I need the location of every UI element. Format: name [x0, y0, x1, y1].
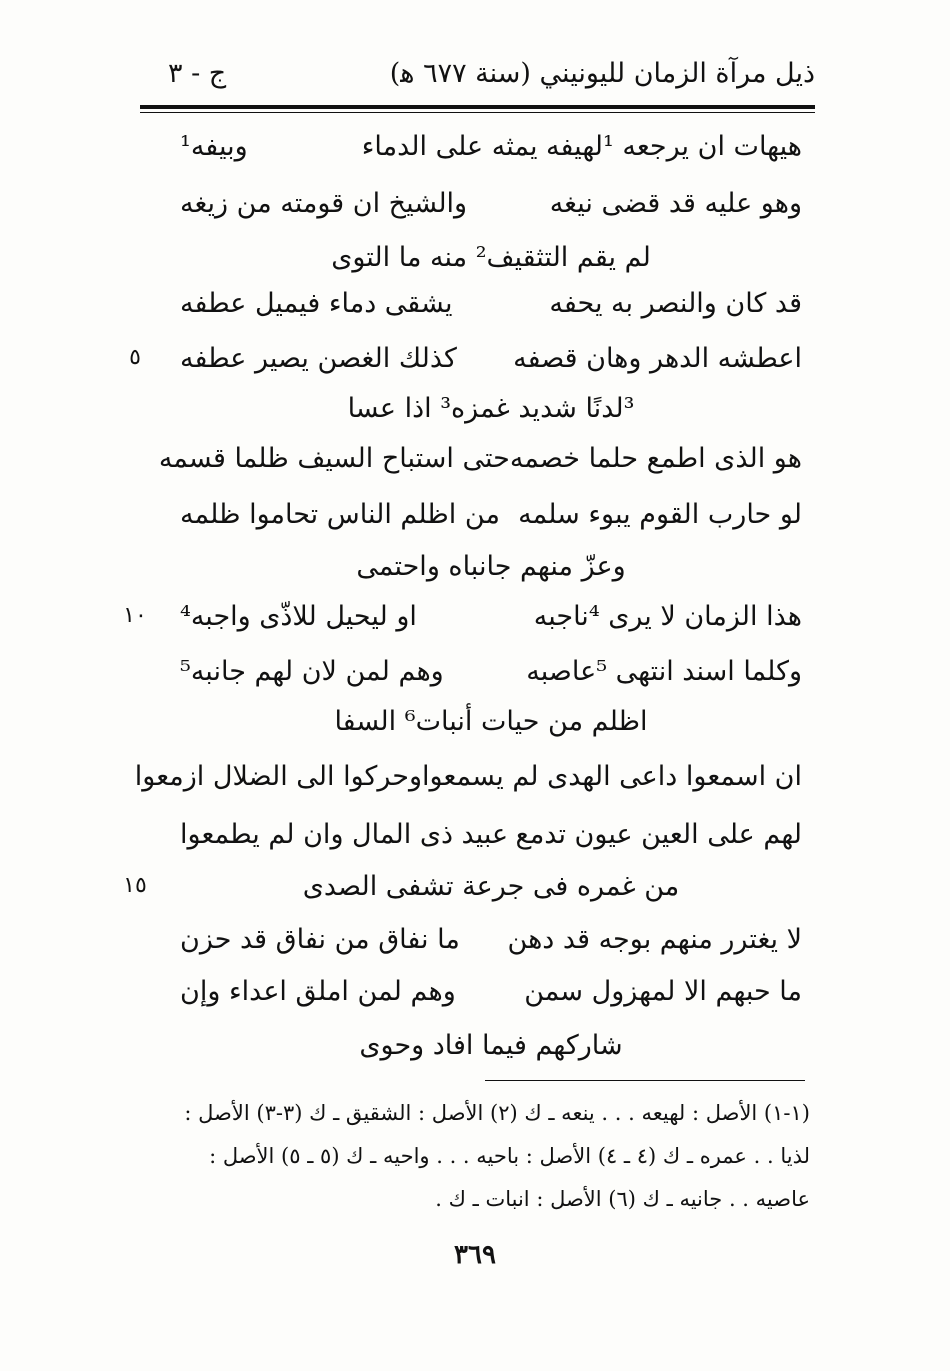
line-number: ٥ — [129, 345, 141, 370]
hemistich-right: هو الذى اطمع حلما خصمه — [509, 443, 802, 474]
hemistich-left: وهم لمن لان لهم جانبه⁵ — [180, 656, 444, 687]
verse-line — [180, 595, 802, 639]
verse-line-centered: وعزّ منهم جانباه واحتمى — [356, 551, 626, 582]
hemistich-right: لا يغترر منهم بوجه قد دهن — [507, 924, 802, 955]
header-rule-thick — [140, 105, 815, 109]
footnote-line: عاصيه . . جانيه ـ ك (٦) الأصل : انبات ـ ك . — [435, 1187, 810, 1211]
hemistich-left: او ليحيل للاذّى واجبه⁴ — [180, 601, 417, 632]
hemistich-left: والشيخ ان قومته من زيغه — [180, 188, 468, 219]
header-rule-thin — [140, 112, 815, 113]
hemistich-right: هيهات ان يرجعه ¹لهيفه يمثه على الدماء — [361, 131, 802, 162]
hemistich-left: وحركوا الى الضلال ازمعوا — [134, 761, 423, 792]
hemistich-right: وكلما اسند انتهى ⁵عاصبه — [526, 656, 802, 687]
hemistich-left: ما نفاق من نفاق قد حزن — [180, 924, 460, 955]
hemistich-right: لهم على العين عيون تدمع — [515, 819, 802, 850]
hemistich-left: حتى استباح السيف ظلما قسمه — [158, 443, 510, 474]
line-number: ١٥ — [123, 873, 147, 898]
verse-line — [180, 337, 802, 381]
verse-line-centered: لم يقم التثقيف² منه ما التوى — [331, 242, 651, 273]
hemistich-right: هذا الزمان لا يرى ⁴ناجبه — [533, 601, 802, 632]
verse-line — [180, 970, 802, 1014]
footnote-line: لذيا . . عمره ـ ك (٤ ـ ٤) الأصل : باحيه . . . واحيه ـ ك (٥ ـ ٥) الأصل : — [209, 1144, 810, 1168]
hemistich-right: ما حبهم الا لمهزول سمن — [524, 976, 802, 1007]
verse-line-centered: ³لدنًا شديد غمزه³ اذا عسا — [347, 393, 635, 424]
verse-line — [158, 437, 802, 481]
verse-line — [180, 650, 802, 694]
verse-line — [180, 282, 802, 326]
running-header — [140, 58, 815, 98]
verse-line — [180, 813, 802, 857]
hemistich-right: وهو عليه قد قضى نيغه — [549, 188, 802, 219]
hemistich-right: قد كان والنصر به يحفه — [549, 288, 802, 319]
footnote-separator — [485, 1080, 805, 1081]
verse-line — [180, 182, 802, 226]
line-number: ١٠ — [123, 603, 147, 628]
hemistich-left: وبيفه¹ — [180, 131, 248, 162]
hemistich-left: يشقى دماء فيميل عطفه — [180, 288, 453, 319]
footnote-line: (١-١) الأصل : لهيعه . . . ينعه ـ ك (٢) الأصل : الشقيق ـ ك (٣-٣) الأصل : — [184, 1101, 810, 1125]
verse-line-centered: اظلم من حيات أنبات⁶ السفا — [334, 706, 648, 737]
hemistich-left: من اظلم الناس تحاموا ظلمه — [180, 499, 500, 530]
hemistich-right: ان اسمعوا داعى الهدى لم يسمعوا — [422, 761, 802, 792]
hemistich-left: عبيد ذى المال وان لم يطمعوا — [180, 819, 509, 850]
volume-number: ج - ٣ — [168, 58, 227, 89]
verse-line-centered: شاركهم فيما افاد وحوى — [359, 1030, 623, 1061]
verse-line — [180, 918, 802, 962]
hemistich-left: وهم لمن املق اعداء وإن — [180, 976, 456, 1007]
verse-line-centered: من غمره فى جرعة تشفى الصدى — [302, 871, 680, 902]
verse-line — [180, 125, 802, 169]
hemistich-right: لو حارب القوم يبوء سلمه — [518, 499, 802, 530]
verse-line — [180, 493, 802, 537]
running-title: ذيل مرآة الزمان لليونيني (سنة ٦٧٧ ﻫ) — [389, 58, 815, 89]
hemistich-left: كذلك الغصن يصير عطفه — [180, 343, 457, 374]
verse-line — [134, 755, 802, 799]
page-number: ٣٦٩ — [454, 1240, 496, 1270]
hemistich-right: اعطشه الدهر وهان قصفه — [513, 343, 802, 374]
